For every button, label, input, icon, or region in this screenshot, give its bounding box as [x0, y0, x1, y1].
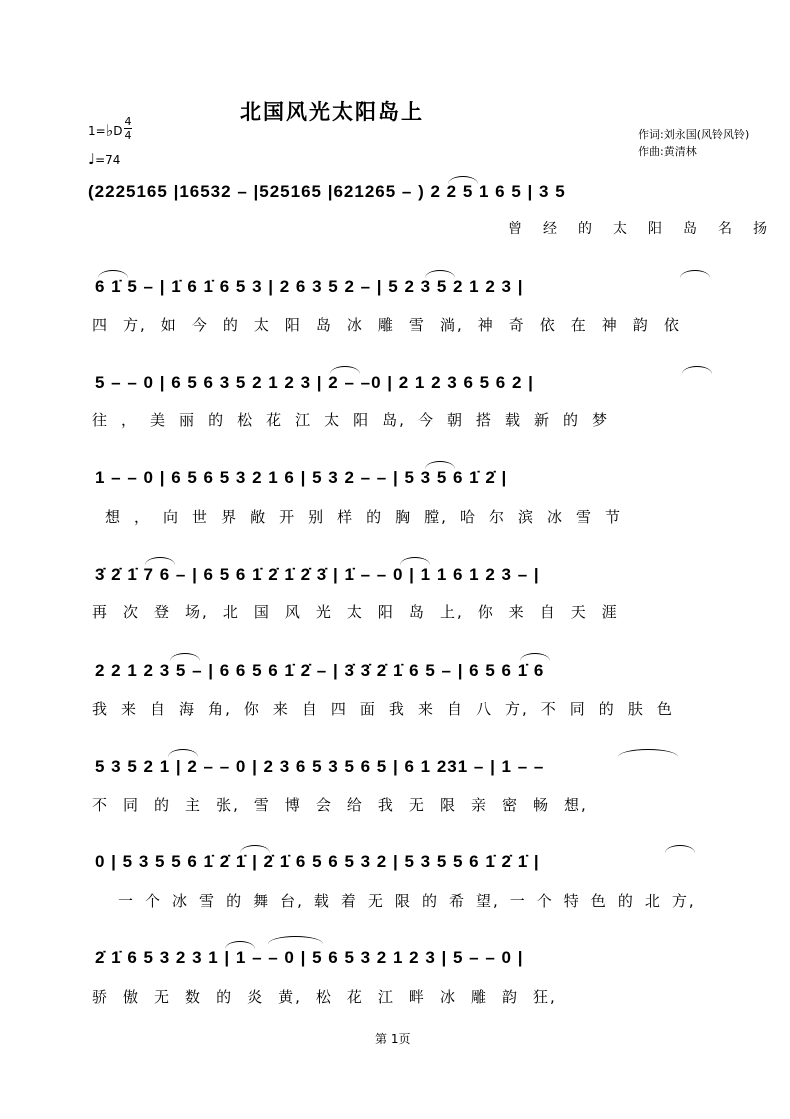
lyric-syllable: 光	[315, 603, 333, 621]
lyric-syllable: 方,	[504, 700, 529, 718]
key-name: D	[113, 124, 123, 138]
lyric-syllable: 无	[154, 988, 172, 1006]
lyric-syllable: 今	[191, 316, 209, 334]
lyric-syllable: 四	[92, 316, 110, 334]
notation-line-2: 6 1̇ 5 – | 1̇ 6 1̇ 6 5 3 | 2 6 3 5 2 – | 5 2 3 5 2 1 2 3 |	[95, 277, 524, 296]
lyrics-line-5	[92, 603, 633, 621]
lyric-syllable: 张,	[216, 796, 240, 814]
lyric-syllable: 雕	[470, 988, 488, 1006]
lyric-syllable: 肤	[627, 700, 645, 718]
lyric-syllable: 韵	[632, 316, 650, 334]
notation-line-3: 5 – – 0 | 6 5 6 3 5 2 1 2 3 | 2 – –0 | 2 1 2 3 6 5 6 2 |	[95, 373, 534, 392]
lyric-syllable: 搭	[475, 411, 493, 429]
lyric-syllable: 松	[315, 988, 333, 1006]
lyric-syllable: ，	[121, 411, 139, 429]
meter-bottom: 4	[124, 129, 132, 142]
lyric-syllable: 岛	[683, 221, 699, 237]
lyric-syllable: 雪	[408, 316, 426, 334]
lyric-syllable: 博	[284, 796, 302, 814]
lyric-syllable: 限	[394, 892, 412, 910]
lyric-syllable: 色	[590, 892, 608, 910]
lyric-syllable: 无	[367, 892, 385, 910]
lyric-syllable: 黄,	[278, 988, 302, 1006]
lyric-syllable: 自	[446, 700, 464, 718]
lyric-syllable: 依	[663, 316, 681, 334]
notation-line-8: 0 | 5 3 5 5 6 1̇ 2̇ 1̇ | 2̇ 1̇ 6 5 6 5 3 2 | 5 3 5 5 6 1̇ 2̇ 1̇ |	[95, 852, 540, 871]
lyric-syllable: 的	[216, 988, 234, 1006]
lyric-syllable: 梦	[592, 411, 610, 429]
lyric-syllable: 奇	[508, 316, 526, 334]
slur-mark	[145, 557, 175, 565]
lyric-syllable: 来	[121, 700, 139, 718]
lyric-syllable: 敞	[250, 508, 268, 526]
lyric-syllable: 节	[605, 508, 623, 526]
lyric-syllable: 冰	[547, 508, 565, 526]
lyric-syllable: 的	[563, 411, 581, 429]
lyric-syllable: 不	[540, 700, 558, 718]
lyric-syllable: 经	[543, 221, 559, 237]
slur-mark	[330, 366, 360, 374]
lyric-syllable: 松	[237, 411, 255, 429]
slur-mark	[98, 270, 128, 278]
lyric-syllable: 的	[421, 892, 439, 910]
lyric-syllable: 你	[477, 603, 495, 621]
lyric-syllable: 阳	[648, 221, 664, 237]
lyric-syllable: 新	[534, 411, 552, 429]
lyric-syllable: 望,	[475, 892, 500, 910]
notation-line-4: 1 – – 0 | 6 5 6 5 3 2 1 6 | 5 3 2 – – | 5 3 5 6 1̇ 2̇ |	[95, 468, 508, 487]
tempo-value: =74	[95, 153, 121, 167]
lyric-syllable: 台,	[280, 892, 304, 910]
lyric-syllable: 膛,	[424, 508, 448, 526]
lyric-syllable: 神	[477, 316, 495, 334]
lyrics-line-7	[92, 796, 602, 814]
lyric-syllable: 想,	[564, 796, 588, 814]
lyric-syllable: 今	[417, 411, 435, 429]
lyric-syllable: 不	[92, 796, 110, 814]
lyric-syllable: 样	[337, 508, 355, 526]
lyric-syllable: 给	[346, 796, 364, 814]
lyric-syllable: 载	[504, 411, 522, 429]
slur-mark	[618, 749, 678, 757]
lyric-syllable: 载	[313, 892, 331, 910]
lyric-syllable: 限	[439, 796, 457, 814]
lyric-syllable: 密	[501, 796, 519, 814]
lyric-syllable: 雪	[576, 508, 594, 526]
lyric-syllable: 方,	[123, 316, 147, 334]
lyric-syllable: 的	[617, 892, 635, 910]
lyric-syllable: 无	[408, 796, 426, 814]
lyric-syllable: 阳	[353, 411, 371, 429]
lyric-syllable: 你	[243, 700, 261, 718]
lyric-syllable: 个	[145, 892, 163, 910]
lyric-syllable: 的	[578, 221, 594, 237]
lyric-syllable: 我	[388, 700, 406, 718]
lyric-syllable: 上,	[439, 603, 464, 621]
slur-mark	[425, 461, 455, 469]
lyric-syllable: 北	[222, 603, 240, 621]
lyric-syllable: 天	[570, 603, 588, 621]
lyric-syllable: 如	[160, 316, 178, 334]
lyric-syllable: 同	[569, 700, 587, 718]
composer: 作曲:黄清林	[638, 145, 697, 158]
slur-mark	[682, 366, 712, 374]
lyric-syllable: 世	[192, 508, 210, 526]
lyric-syllable: 江	[377, 988, 395, 1006]
lyric-syllable: 的	[222, 316, 240, 334]
lyric-syllable: 雪	[253, 796, 271, 814]
slur-mark	[680, 270, 710, 278]
slur-mark	[425, 270, 455, 278]
lyric-syllable: 界	[221, 508, 239, 526]
lyrics-line-2	[92, 316, 695, 334]
lyric-syllable: 炎	[247, 988, 265, 1006]
lyric-syllable: 再	[92, 603, 110, 621]
lyric-syllable: 名	[718, 221, 734, 237]
lyric-syllable: 花	[346, 988, 364, 1006]
lyric-syllable: 冰	[346, 316, 364, 334]
lyric-syllable: 哈	[459, 508, 477, 526]
lyric-syllable: 来	[508, 603, 526, 621]
lyric-syllable: 太	[613, 221, 629, 237]
lyric-syllable: 的	[226, 892, 244, 910]
song-title: 北国风光太阳岛上	[240, 100, 424, 124]
slur-mark	[400, 557, 430, 565]
lyric-syllable: 畔	[408, 988, 426, 1006]
lyric-syllable: 韵	[501, 988, 519, 1006]
lyric-syllable: 个	[536, 892, 554, 910]
lyric-syllable: 神	[601, 316, 619, 334]
lyric-syllable: 面	[359, 700, 377, 718]
lyric-syllable: 丽	[179, 411, 197, 429]
lyricist: 作词:刘永国(风铃风铃)	[638, 128, 750, 141]
lyric-syllable: 花	[266, 411, 284, 429]
lyric-syllable: 自	[301, 700, 319, 718]
lyric-syllable: 依	[539, 316, 557, 334]
lyric-syllable: 畅	[532, 796, 550, 814]
slur-mark	[520, 653, 550, 661]
lyric-syllable: 角,	[208, 700, 232, 718]
slur-mark	[240, 845, 270, 853]
slur-mark	[225, 941, 255, 949]
lyric-syllable: 岛,	[382, 411, 406, 429]
slur-mark	[448, 176, 478, 184]
slur-mark	[268, 936, 323, 944]
lyric-syllable: 狂,	[532, 988, 557, 1006]
lyrics-line-9	[92, 988, 571, 1006]
lyric-syllable: 江	[295, 411, 313, 429]
notation-line-6: 2 2 1 2 3 5 – | 6 6 5 6 1̇ 2̇ – | 3̇ 3̇ 2̇ 1̇ 6 5 – | 6 5 6 1̇ 6	[95, 661, 545, 680]
lyric-syllable: 的	[366, 508, 384, 526]
lyric-syllable: 岛	[408, 603, 426, 621]
lyric-syllable: 向	[163, 508, 181, 526]
lyric-syllable: 美	[150, 411, 168, 429]
lyric-syllable: 特	[563, 892, 581, 910]
lyric-syllable: 岛	[315, 316, 333, 334]
lyric-syllable: 想	[105, 508, 123, 526]
lyric-syllable: 淌,	[439, 316, 464, 334]
tempo-marking	[88, 150, 120, 168]
lyric-syllable: 滨	[517, 508, 535, 526]
slur-mark	[168, 749, 198, 757]
lyrics-line-1	[508, 220, 788, 238]
lyric-syllable: 着	[340, 892, 358, 910]
lyric-syllable: 自	[539, 603, 557, 621]
lyric-syllable: 方,	[671, 892, 696, 910]
lyric-syllable: 冰	[172, 892, 190, 910]
notation-line-5: 3̇ 2̇ 1̇ 7 6 – | 6 5 6 1̇ 2̇ 1̇ 2̇ 3̇ | 1̇ – – 0 | 1 1 6 1 2 3 – |	[95, 565, 540, 584]
quarter-note-icon: ♩	[88, 150, 96, 168]
lyric-syllable: ，	[134, 508, 152, 526]
lyric-syllable: 太	[253, 316, 271, 334]
lyric-syllable: 朝	[446, 411, 464, 429]
lyric-syllable: 舞	[253, 892, 271, 910]
lyrics-line-3	[92, 411, 621, 429]
lyric-syllable: 我	[377, 796, 395, 814]
lyric-syllable: 同	[123, 796, 141, 814]
lyric-syllable: 的	[154, 796, 172, 814]
lyric-syllable: 的	[208, 411, 226, 429]
lyrics-line-6	[92, 700, 686, 718]
lyric-syllable: 别	[308, 508, 326, 526]
lyric-syllable: 尔	[488, 508, 506, 526]
lyric-syllable: 色	[656, 700, 674, 718]
lyric-syllable: 四	[330, 700, 348, 718]
lyric-syllable: 开	[279, 508, 297, 526]
lyric-syllable: 北	[644, 892, 662, 910]
notation-line-1: (2225165 |16532 – |525165 |621265 – ) 2 2 5 1 6 5 | 3 5	[88, 182, 566, 201]
time-signature	[124, 116, 132, 141]
flat-icon: ♭	[105, 121, 114, 140]
lyric-syllable: 在	[570, 316, 588, 334]
lyric-syllable: 次	[123, 603, 141, 621]
notation-line-7: 5 3 5 2 1 | 2 – – 0 | 2 3 6 5 3 5 6 5 | 6 1 231 – | 1 – –	[95, 757, 545, 776]
lyric-syllable: 自	[150, 700, 168, 718]
lyric-syllable: 登	[154, 603, 172, 621]
lyric-syllable: 阳	[377, 603, 395, 621]
lyric-syllable: 一	[509, 892, 527, 910]
lyrics-line-8	[118, 892, 706, 910]
lyric-syllable: 风	[284, 603, 302, 621]
lyric-syllable: 往	[92, 411, 110, 429]
lyric-syllable: 曾	[508, 221, 524, 237]
notation-line-9: 2̇ 1̇ 6 5 3 2 3 1 | 1 – – 0 | 5 6 5 3 2 1 2 3 | 5 – – 0 |	[95, 948, 524, 967]
lyric-syllable: 希	[448, 892, 466, 910]
key-signature	[88, 120, 123, 139]
lyrics-line-4	[105, 508, 634, 526]
page-number: 第 1页	[375, 1032, 411, 1046]
lyric-syllable: 雕	[377, 316, 395, 334]
meter-top: 4	[124, 115, 132, 128]
lyric-syllable: 我	[92, 700, 110, 718]
lyric-syllable: 一	[118, 892, 136, 910]
lyric-syllable: 阳	[284, 316, 302, 334]
lyric-syllable: 来	[417, 700, 435, 718]
lyric-syllable: 八	[475, 700, 493, 718]
lyric-syllable: 太	[346, 603, 364, 621]
lyric-syllable: 数	[185, 988, 203, 1006]
lyric-syllable: 会	[315, 796, 333, 814]
lyric-syllable: 雪	[199, 892, 217, 910]
lyric-syllable: 骄	[92, 988, 110, 1006]
lyric-syllable: 涯	[601, 603, 619, 621]
lyric-syllable: 扬	[753, 221, 769, 237]
lyric-syllable: 海	[179, 700, 197, 718]
lyric-syllable: 冰	[439, 988, 457, 1006]
lyric-syllable: 太	[324, 411, 342, 429]
slur-mark	[170, 653, 200, 661]
lyric-syllable: 国	[253, 603, 271, 621]
credits	[638, 126, 749, 160]
lyric-syllable: 胸	[395, 508, 413, 526]
lyric-syllable: 的	[598, 700, 616, 718]
lyric-syllable: 傲	[123, 988, 141, 1006]
slur-mark	[665, 845, 695, 853]
key-label: 1=	[88, 124, 106, 138]
lyric-syllable: 场,	[185, 603, 209, 621]
lyric-syllable: 亲	[470, 796, 488, 814]
lyric-syllable: 来	[272, 700, 290, 718]
lyric-syllable: 主	[185, 796, 203, 814]
